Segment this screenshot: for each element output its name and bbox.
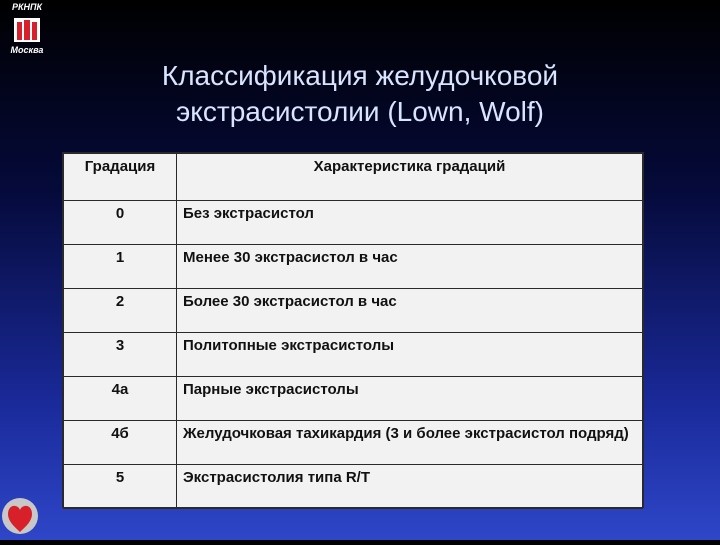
table-row <box>64 421 643 465</box>
grade-table <box>63 153 643 509</box>
grade-cell: 2 <box>64 289 177 333</box>
header-grade: Градация <box>64 154 177 201</box>
grade-cell: 4а <box>64 377 177 421</box>
grade-cell: 0 <box>64 201 177 245</box>
title-line-1: Классификация желудочковой <box>161 60 559 91</box>
description-cell: Более 30 экстрасистол в час <box>177 289 643 333</box>
table-row <box>64 465 643 509</box>
organization-name: РКНПК <box>11 2 43 12</box>
table-row <box>64 289 643 333</box>
grade-cell: 3 <box>64 333 177 377</box>
organization-city: Москва <box>10 45 44 55</box>
description-cell: Желудочковая тахикардия (3 и более экстрасистол подряд) <box>177 421 643 465</box>
description-cell: Без экстрасистол <box>177 201 643 245</box>
table-row <box>64 201 643 245</box>
description-cell: Экстрасистолия типа R/T <box>177 465 643 509</box>
description-cell: Менее 30 экстрасистол в час <box>177 245 643 289</box>
description-cell: Политопные экстрасистолы <box>177 333 643 377</box>
header-description: Характеристика градаций <box>177 154 643 201</box>
grade-cell: 4б <box>64 421 177 465</box>
heart-logo <box>0 492 42 540</box>
table-row <box>64 333 643 377</box>
description-cell: Парные экстрасистолы <box>177 377 643 421</box>
slide-title <box>120 58 600 130</box>
table-row <box>64 245 643 289</box>
grade-cell: 5 <box>64 465 177 509</box>
table-row <box>64 377 643 421</box>
logo-emblem-icon <box>12 14 42 44</box>
heart-emblem-icon <box>0 492 42 540</box>
title-line-2: экстрасистолии (Lown, Wolf) <box>176 96 544 127</box>
table-header-row <box>64 154 643 201</box>
organization-logo <box>6 2 48 58</box>
classification-table <box>62 152 644 508</box>
grade-cell: 1 <box>64 245 177 289</box>
